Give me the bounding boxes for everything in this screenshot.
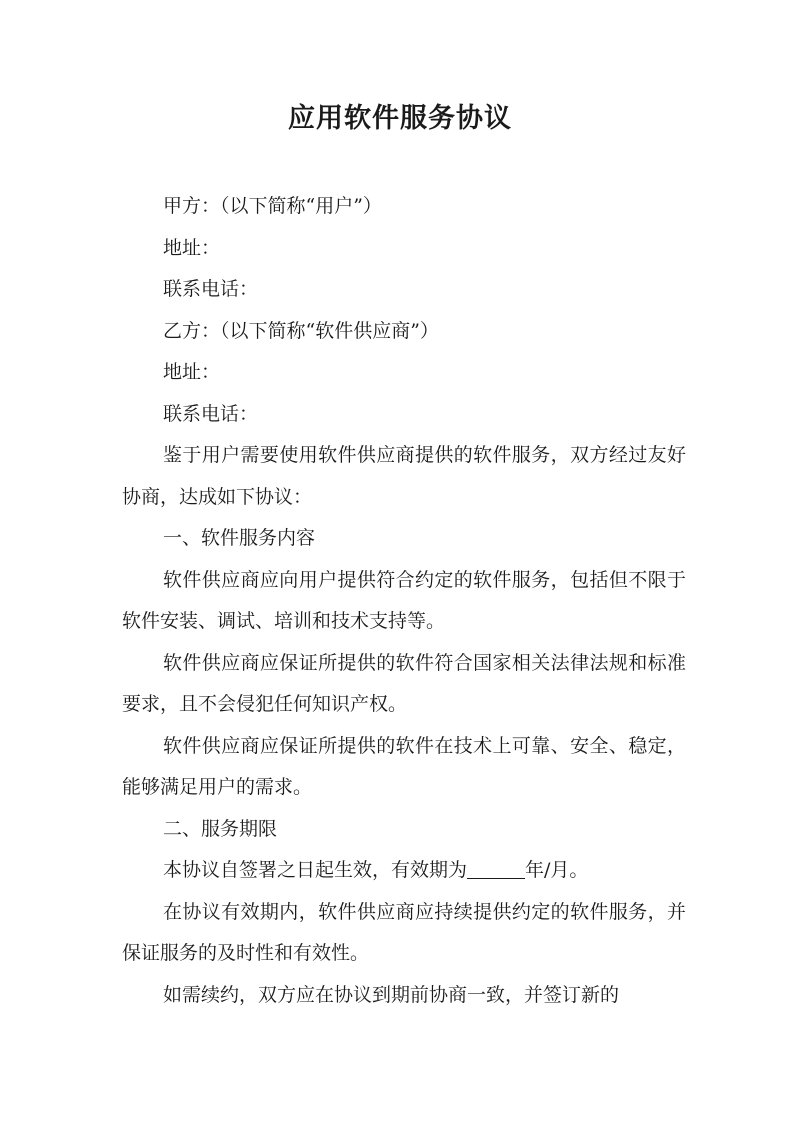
section-2-paragraph-2: 如需续约，双方应在协议到期前协商一致，并签订新的 [163, 983, 620, 1006]
section-1-paragraph-1: 软件供应商应向用户提供符合约定的软件服务，包括但不限于软件安装、调试、培训和技术支持等。 [122, 568, 686, 632]
party-b-address: 地址： [163, 361, 221, 383]
term-line [122, 850, 686, 892]
document-title: 应用软件服务协议 [288, 103, 512, 134]
term-suffix: 年/月。 [525, 859, 589, 881]
preamble-paragraph: 鉴于用户需要使用软件供应商提供的软件服务，双方经过友好协商，达成如下协议： [122, 444, 686, 508]
party-b-label: 乙方：（以下简称“软件供应商”） [163, 319, 439, 342]
section-1-paragraph-2: 软件供应商应保证所提供的软件符合国家相关法律法规和标准要求，且不会侵犯任何知识产权。 [122, 651, 686, 715]
section-2-heading: 二、服务期限 [163, 817, 278, 840]
party-a-address: 地址： [163, 236, 221, 259]
party-a-label: 甲方：（以下简称“用户”） [163, 195, 382, 217]
document-body [122, 186, 686, 1016]
party-b-phone: 联系电话： [163, 402, 259, 425]
section-1-heading: 一、软件服务内容 [163, 527, 316, 549]
section-1-paragraph-3: 软件供应商应保证所提供的软件在技术上可靠、安全、稳定，能够满足用户的需求。 [122, 734, 686, 798]
party-a-phone: 联系电话： [163, 278, 259, 300]
term-blank-field [467, 859, 525, 879]
section-2-paragraph-1: 在协议有效期内，软件供应商应持续提供约定的软件服务，并保证服务的及时性和有效性。 [122, 900, 686, 964]
term-prefix: 本协议自签署之日起生效，有效期为 [163, 859, 468, 881]
